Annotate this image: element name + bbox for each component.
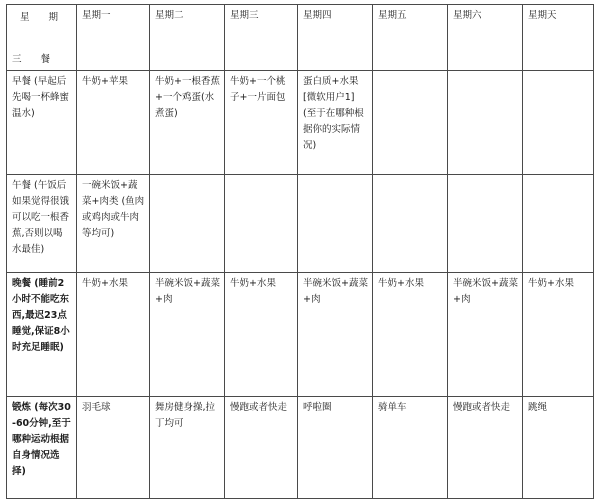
exercise-row <box>7 397 594 499</box>
lunch-saturday <box>448 175 523 273</box>
lunch-monday: 一碗米饭+蔬菜+肉类 (鱼肉或鸡肉或牛肉等均可) <box>77 175 150 273</box>
dinner-monday: 牛奶+水果 <box>77 273 150 397</box>
breakfast-sunday <box>523 71 594 175</box>
breakfast-wednesday: 牛奶+一个桃子+一片面包 <box>225 71 298 175</box>
exercise-tuesday: 舞房健身操,拉丁均可 <box>150 397 225 499</box>
dinner-friday: 牛奶+水果 <box>373 273 448 397</box>
day-header-monday: 星期一 <box>77 5 150 71</box>
lunch-sunday <box>523 175 594 273</box>
exercise-wednesday: 慢跑或者快走 <box>225 397 298 499</box>
dinner-saturday: 半碗米饭+蔬菜+肉 <box>448 273 523 397</box>
breakfast-friday <box>373 71 448 175</box>
day-header-thursday: 星期四 <box>298 5 373 71</box>
day-header-tuesday: 星期二 <box>150 5 225 71</box>
lunch-wednesday <box>225 175 298 273</box>
day-header-saturday: 星期六 <box>448 5 523 71</box>
exercise-label: 锻炼 (每次30-60分钟,至于哪种运动根据自身情况选择) <box>7 397 77 499</box>
breakfast-thursday: 蛋白质+水果[微软用户1] (至于在哪种根据你的实际情况) <box>298 71 373 175</box>
exercise-monday: 羽毛球 <box>77 397 150 499</box>
corner-meals-label: 三 餐 <box>12 54 59 65</box>
breakfast-tuesday: 牛奶+一根香蕉+一个鸡蛋(水煮蛋) <box>150 71 225 175</box>
exercise-sunday: 跳绳 <box>523 397 594 499</box>
dinner-wednesday: 牛奶+水果 <box>225 273 298 397</box>
exercise-thursday: 呼啦圈 <box>298 397 373 499</box>
dinner-thursday: 半碗米饭+蔬菜+肉 <box>298 273 373 397</box>
dinner-tuesday: 半碗米饭+蔬菜+肉 <box>150 273 225 397</box>
dinner-row <box>7 273 594 397</box>
header-row <box>7 5 594 71</box>
lunch-tuesday <box>150 175 225 273</box>
dinner-sunday: 牛奶+水果 <box>523 273 594 397</box>
exercise-saturday: 慢跑或者快走 <box>448 397 523 499</box>
breakfast-saturday <box>448 71 523 175</box>
exercise-friday: 骑单车 <box>373 397 448 499</box>
lunch-thursday <box>298 175 373 273</box>
day-header-friday: 星期五 <box>373 5 448 71</box>
dinner-label: 晚餐 (睡前2小时不能吃东西,最迟23点睡觉,保证8小时充足睡眠) <box>7 273 77 397</box>
lunch-row <box>7 175 594 273</box>
day-header-sunday: 星期天 <box>523 5 594 71</box>
breakfast-monday: 牛奶+苹果 <box>77 71 150 175</box>
breakfast-row <box>7 71 594 175</box>
corner-weekday-label: 星 期 <box>20 12 67 23</box>
lunch-label: 午餐 (午饭后如果觉得很饿可以吃一根香蕉,否则以喝水最佳) <box>7 175 77 273</box>
meal-plan-table <box>6 4 594 499</box>
day-header-wednesday: 星期三 <box>225 5 298 71</box>
corner-cell <box>7 5 77 71</box>
lunch-friday <box>373 175 448 273</box>
breakfast-label: 早餐 (早起后先喝一杯蜂蜜温水) <box>7 71 77 175</box>
